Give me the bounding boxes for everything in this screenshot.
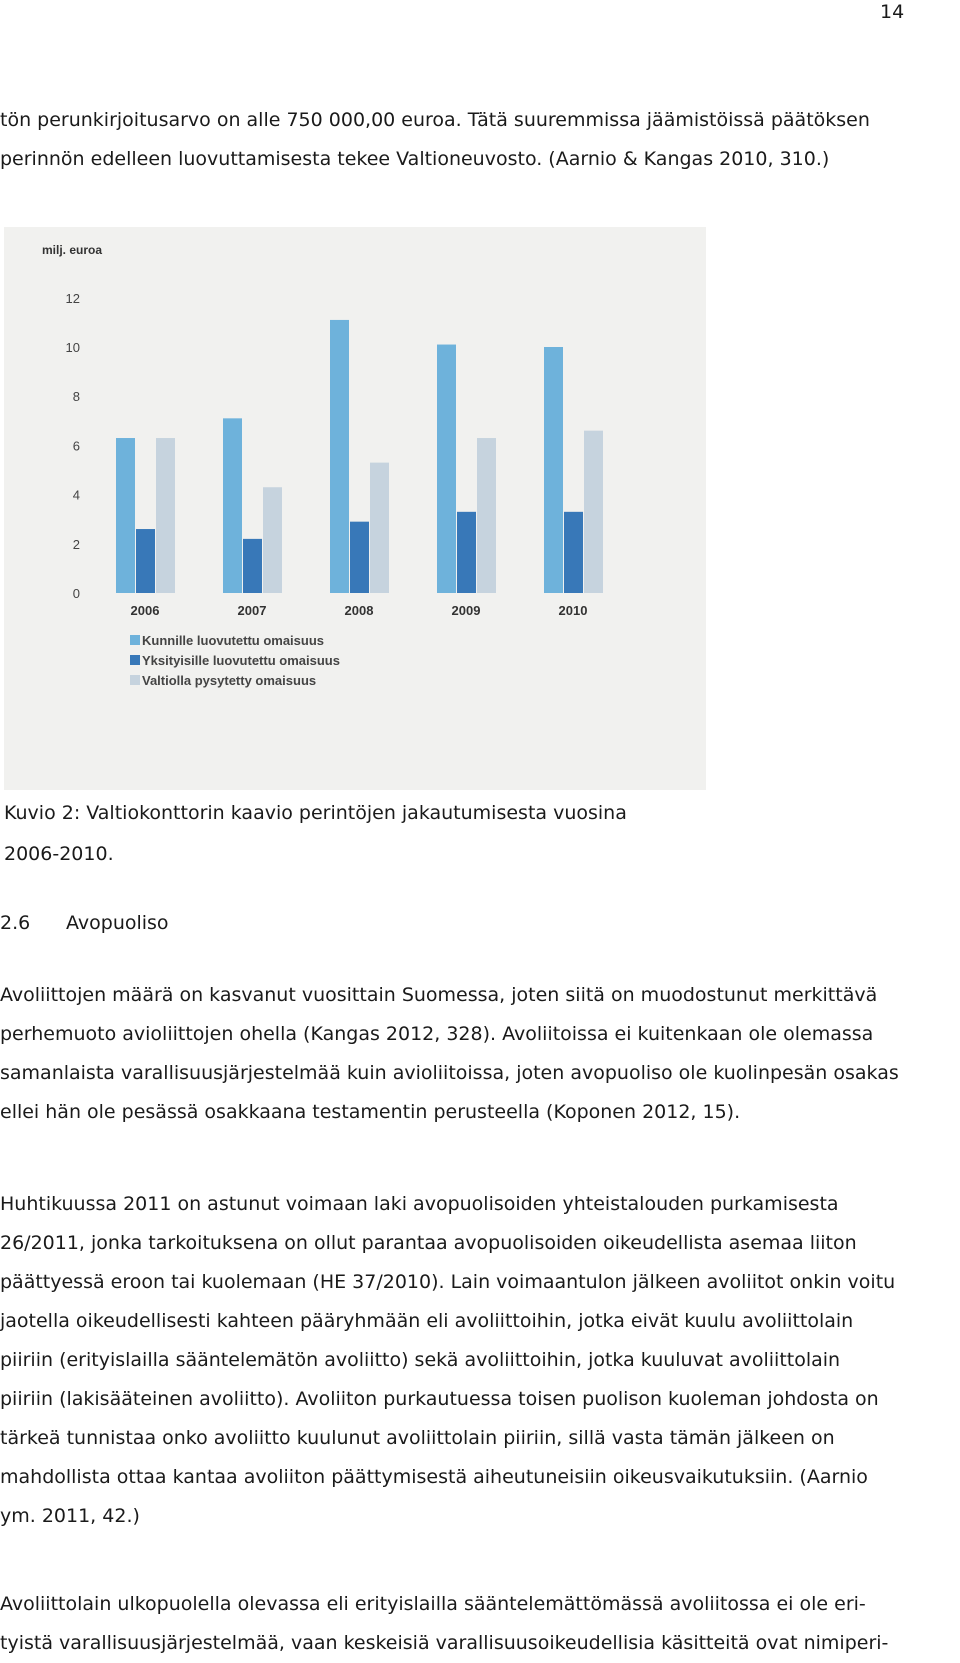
legend-label: Kunnille luovutettu omaisuus: [142, 633, 325, 648]
bar-series-3: [156, 438, 175, 593]
legend-swatch: [130, 655, 140, 665]
figure-caption: [4, 793, 627, 875]
chart-figure: [4, 227, 706, 790]
legend-label: Valtiolla pysytetty omaisuus: [142, 673, 317, 688]
para2-line: piiriin (lakisääteinen avoliitto). Avoliiton purkautuessa toisen puolison kuoleman johdosta on: [0, 1388, 879, 1410]
x-tick-label: 2010: [558, 603, 588, 618]
bar-series-2: [136, 529, 155, 593]
para1-line: perhemuoto avioliittojen ohella (Kangas 2012, 328). Avoliitoissa ei kuitenkaan ole olemassa: [0, 1023, 874, 1045]
intro-paragraph: [0, 101, 960, 179]
section-title: Avopuoliso: [66, 912, 169, 934]
bar-series-3: [584, 431, 603, 593]
paragraph-avoliitot: [0, 976, 960, 1132]
para2-line: ym. 2011, 42.): [0, 1505, 140, 1527]
bar-series-2: [350, 522, 369, 593]
bar-series-2: [564, 512, 583, 593]
bar-series-2: [457, 512, 476, 593]
bar-chart: [4, 227, 706, 790]
page-number: 14: [880, 1, 905, 23]
para2-line: tärkeä tunnistaa onko avoliitto kuulunut avoliittolain piiriin, sillä vasta tämän jälkeen on: [0, 1427, 835, 1449]
caption-line: Kuvio 2: Valtiokonttorin kaavio perintöjen jakautumisesta vuosina: [4, 802, 627, 824]
para2-line: 26/2011, jonka tarkoituksena on ollut parantaa avopuolisoiden oikeudellista asemaa liiton: [0, 1232, 857, 1254]
y-tick-label: 0: [72, 586, 80, 601]
bar-series-1: [544, 347, 563, 593]
para1-line: Avoliittojen määrä on kasvanut vuosittain Suomessa, joten siitä on muodostunut merkittävä: [0, 984, 878, 1006]
para2-line: päättyessä eroon tai kuolemaan (HE 37/2010). Lain voimaantulon jälkeen avoliitot onkin voitu: [0, 1271, 896, 1293]
y-axis-unit-label: milj. euroa: [42, 243, 103, 257]
caption-line: 2006-2010.: [4, 843, 114, 865]
legend-swatch: [130, 635, 140, 645]
intro-line: perinnön edelleen luovuttamisesta tekee Valtioneuvosto. (Aarnio & Kangas 2010, 310.): [0, 148, 830, 170]
para3-line: tyistä varallisuusjärjestelmää, vaan keskeisiä varallisuusoikeudellisia käsitteitä ovat nimiperi-: [0, 1632, 889, 1654]
y-tick-label: 10: [65, 340, 80, 355]
legend-label: Yksityisille luovutettu omaisuus: [142, 653, 340, 668]
para2-line: piiriin (erityislailla sääntelemätön avoliitto) sekä avoliittoihin, jotka kuuluvat avoliittolain: [0, 1349, 841, 1371]
section-heading: [0, 904, 169, 943]
para2-line: jaotella oikeudellisesti kahteen pääryhmään eli avoliittoihin, jotka eivät kuulu avoliittolain: [0, 1310, 854, 1332]
bar-series-1: [116, 438, 135, 593]
bar-series-3: [477, 438, 496, 593]
section-number: 2.6: [0, 912, 31, 934]
bar-series-3: [263, 487, 282, 593]
x-tick-label: 2007: [237, 603, 267, 618]
para2-line: mahdollista ottaa kantaa avoliiton päättymisestä aiheutuneisiin oikeusvaikutuksiin. (Aarnio: [0, 1466, 868, 1488]
paragraph-laki: [0, 1185, 960, 1536]
x-tick-label: 2008: [344, 603, 374, 618]
para1-line: samanlaista varallisuusjärjestelmää kuin avioliitoissa, joten avopuoliso ole kuolinpesän osakas: [0, 1062, 899, 1084]
y-tick-label: 4: [72, 487, 80, 503]
bar-series-1: [223, 418, 242, 593]
legend-swatch: [130, 675, 140, 685]
para1-line: ellei hän ole pesässä osakkaana testamentin perusteella (Koponen 2012, 15).: [0, 1101, 741, 1123]
y-tick-label: 8: [72, 389, 80, 405]
bar-series-1: [330, 320, 349, 593]
y-tick-label: 6: [72, 438, 80, 454]
bar-series-1: [437, 345, 456, 593]
bar-series-3: [370, 463, 389, 593]
paragraph-ulkopuolella: [0, 1585, 960, 1663]
para3-line: Avoliittolain ulkopuolella olevassa eli erityislailla sääntelemättömässä avoliitossa ei ole eri-: [0, 1593, 866, 1615]
bar-series-2: [243, 539, 262, 593]
y-tick-label: 12: [65, 290, 80, 306]
intro-line: tön perunkirjoitusarvo on alle 750 000,00 euroa. Tätä suuremmissa jäämistöissä päätöksen: [0, 109, 870, 131]
x-tick-label: 2009: [451, 603, 481, 618]
para2-line: Huhtikuussa 2011 on astunut voimaan laki avopuolisoiden yhteistalouden purkamisesta: [0, 1193, 839, 1215]
x-tick-label: 2006: [130, 603, 160, 618]
y-tick-label: 2: [72, 536, 80, 552]
